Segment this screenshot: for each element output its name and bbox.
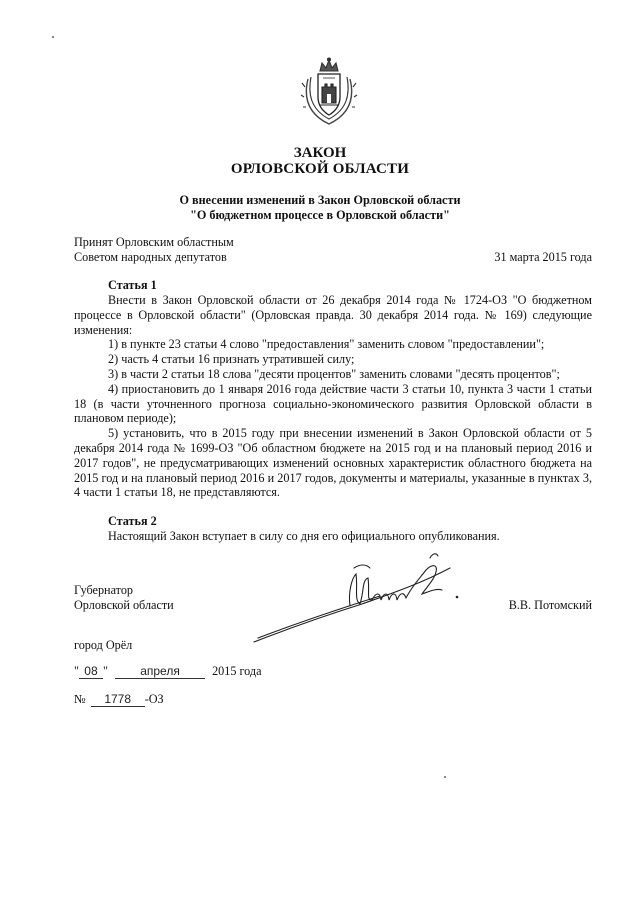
- article-1-item: 4) приостановить до 1 января 2016 года действие части 3 статьи 10, пункта 3 части 1 статьи 18 (в части уточненного прогноза социально-экономического развития Орловской области в плановом периоде);: [74, 381, 592, 426]
- subtitle-line: О внесении изменений в Закон Орловской области: [179, 193, 461, 207]
- law-number: [74, 692, 164, 707]
- adoption-line: Принят Орловским областным: [74, 235, 234, 249]
- article-1-intro: Внести в Закон Орловской области от 26 декабря 2014 года № 1724-ОЗ "О бюджетном процессе в Орловской области" (Орловская правда. 30 декабря 2014 года. № 169) следующие изменения:: [74, 293, 592, 337]
- adoption-line: Советом народных депутатов: [74, 250, 227, 264]
- region-title: ОРЛОВСКОЙ ОБЛАСТИ: [230, 161, 410, 177]
- coat-of-arms-emblem: [300, 57, 358, 127]
- quote-mark: ": [102, 664, 108, 678]
- signatory-name: В.В. Потомский: [508, 598, 592, 612]
- quote-mark: ": [74, 664, 79, 678]
- date-year: 2015 года: [212, 664, 262, 678]
- signing-date: [74, 664, 262, 679]
- article-1-item: 5) установить, что в 2015 году при внесении изменений в Закон Орловской области от 5 декабря 2014 года № 1699-ОЗ "Об областном бюджете на 2015 год и на плановый период 2016 и 2017 годов", не предусматривающих изменений основных характеристик областного бюджета на 2015 год и на плановый период 2016 и 2017 годов, документы и материалы, указанные в пунктах 3, 4 части 1 статьи 18, не представляются.: [74, 426, 592, 500]
- article-1-item: 1) в пункте 23 статьи 4 слово "предоставления" заменить словом "предоставлении";: [108, 337, 545, 352]
- article-1-item: 2) часть 4 статьи 16 признать утратившей силу;: [108, 352, 355, 367]
- number-sign: №: [74, 692, 86, 706]
- subtitle-line: "О бюджетном процессе в Орловской области": [190, 208, 450, 222]
- scan-speck: [52, 36, 54, 38]
- article-2-text: Настоящий Закон вступает в силу со дня его официального опубликования.: [108, 529, 500, 543]
- adoption-date: 31 марта 2015 года: [494, 250, 592, 264]
- date-day: 08: [79, 665, 103, 679]
- law-subtitle: [0, 193, 640, 223]
- document-title: ЗАКОН: [293, 145, 347, 161]
- adoption-authority: [74, 235, 234, 265]
- signatory-title-line: Орловской области: [74, 598, 174, 612]
- article-1-heading: Статья 1: [108, 278, 157, 292]
- article-1-body: [74, 293, 592, 500]
- handwritten-signature: [250, 548, 465, 648]
- signatory-title-line: Губернатор: [74, 583, 134, 597]
- signatory-title: [74, 583, 174, 613]
- article-2-body: [74, 529, 592, 544]
- law-number-value: 1778: [91, 693, 145, 707]
- signing-city: город Орёл: [74, 638, 133, 652]
- article-1-item: 3) в части 2 статьи 18 слова "десяти процентов" заменить словами "десять процентов";: [108, 366, 560, 381]
- number-suffix: -ОЗ: [144, 692, 164, 706]
- article-2-heading: Статья 2: [108, 514, 157, 528]
- scan-speck: [444, 776, 446, 778]
- date-month: апреля: [115, 665, 205, 679]
